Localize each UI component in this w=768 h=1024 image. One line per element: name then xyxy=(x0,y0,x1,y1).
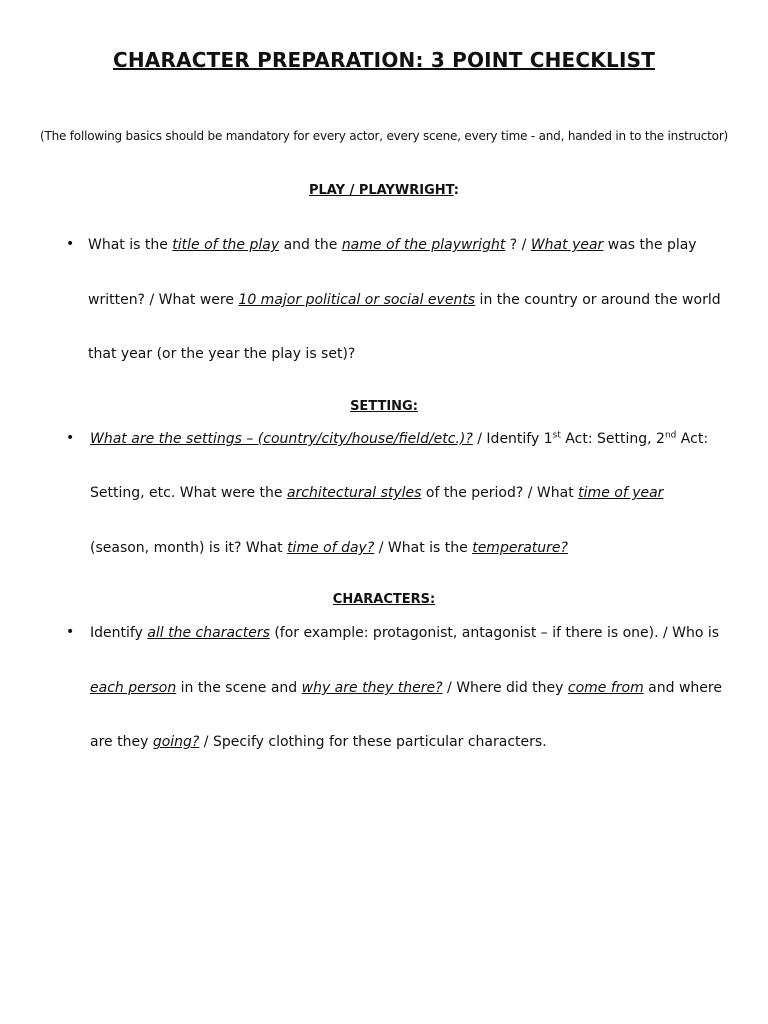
text-run: in the scene and xyxy=(176,680,302,696)
bullet-icon: • xyxy=(66,236,75,252)
characters-line-2 xyxy=(90,681,730,695)
bullet-icon: • xyxy=(66,624,75,640)
text-run: written? / What were xyxy=(88,292,239,308)
emphasis-why-there: why are they there? xyxy=(301,680,443,696)
text-run: What is the xyxy=(88,237,173,253)
text-run: / Identify 1 xyxy=(472,431,553,447)
bullet-icon: • xyxy=(66,430,75,446)
text-run: Setting, etc. What were the xyxy=(90,485,287,501)
emphasis-all-characters: all the characters xyxy=(147,625,270,641)
text-run: Identify xyxy=(90,625,148,641)
text-run: / Where did they xyxy=(442,680,568,696)
play-line-3 xyxy=(88,347,728,361)
emphasis-each-person: each person xyxy=(90,680,177,696)
emphasis-title-of-play: title of the play xyxy=(172,237,280,253)
emphasis-come-from: come from xyxy=(567,680,644,696)
emphasis-what-year: What year xyxy=(530,237,604,253)
superscript-nd: nd xyxy=(664,430,677,441)
text-run: that year (or the year the play is set)? xyxy=(88,346,356,362)
emphasis-political-events: 10 major political or social events xyxy=(238,292,476,308)
text-run: in the country or around the world xyxy=(475,292,721,308)
section-heading-characters xyxy=(0,592,768,607)
text-run: was the play xyxy=(603,237,697,253)
text-run: / What is the xyxy=(374,540,473,556)
setting-line-3 xyxy=(90,541,730,555)
text-run: of the period? / What xyxy=(421,485,579,501)
setting-line-2 xyxy=(90,486,730,500)
section-heading-setting xyxy=(0,399,768,414)
setting-line-1 xyxy=(90,432,730,446)
text-run: (season, month) is it? What xyxy=(90,540,288,556)
text-run: Act: xyxy=(676,431,709,447)
emphasis-going: going? xyxy=(152,734,200,750)
instruction-note: (The following basics should be mandatory for every actor, every scene, every time - and, handed in to the instructor) xyxy=(39,129,729,143)
section-heading-play-playwright xyxy=(0,183,768,198)
emphasis-name-of-playwright: name of the playwright xyxy=(341,237,506,253)
section-heading-text: PLAY / PLAYWRIGHT xyxy=(309,183,454,198)
superscript-st: st xyxy=(552,430,561,441)
play-line-2 xyxy=(88,293,728,307)
section-heading-colon: : xyxy=(453,183,459,198)
text-run: Act: Setting, 2 xyxy=(560,431,665,447)
emphasis-time-of-year: time of year xyxy=(578,485,664,501)
text-run: ? / xyxy=(505,237,531,253)
text-run: (for example: protagonist, antagonist – if there is one). / Who is xyxy=(269,625,720,641)
text-run: are they xyxy=(90,734,153,750)
emphasis-time-of-day: time of day? xyxy=(287,540,375,556)
emphasis-architectural-styles: architectural styles xyxy=(286,485,422,501)
emphasis-settings: What are the settings – (country/city/house/field/etc.)? xyxy=(90,431,473,447)
text-run: / Specify clothing for these particular characters. xyxy=(199,734,547,750)
section-heading-text: CHARACTERS: xyxy=(332,592,436,607)
characters-line-1 xyxy=(90,626,730,640)
text-run: and the xyxy=(279,237,342,253)
emphasis-temperature: temperature? xyxy=(472,540,568,556)
text-run: and where xyxy=(643,680,722,696)
section-heading-text: SETTING: xyxy=(350,399,418,414)
play-line-1 xyxy=(88,238,728,252)
document-title: CHARACTER PREPARATION: 3 POINT CHECKLIST xyxy=(112,48,656,72)
characters-line-3 xyxy=(90,735,730,749)
